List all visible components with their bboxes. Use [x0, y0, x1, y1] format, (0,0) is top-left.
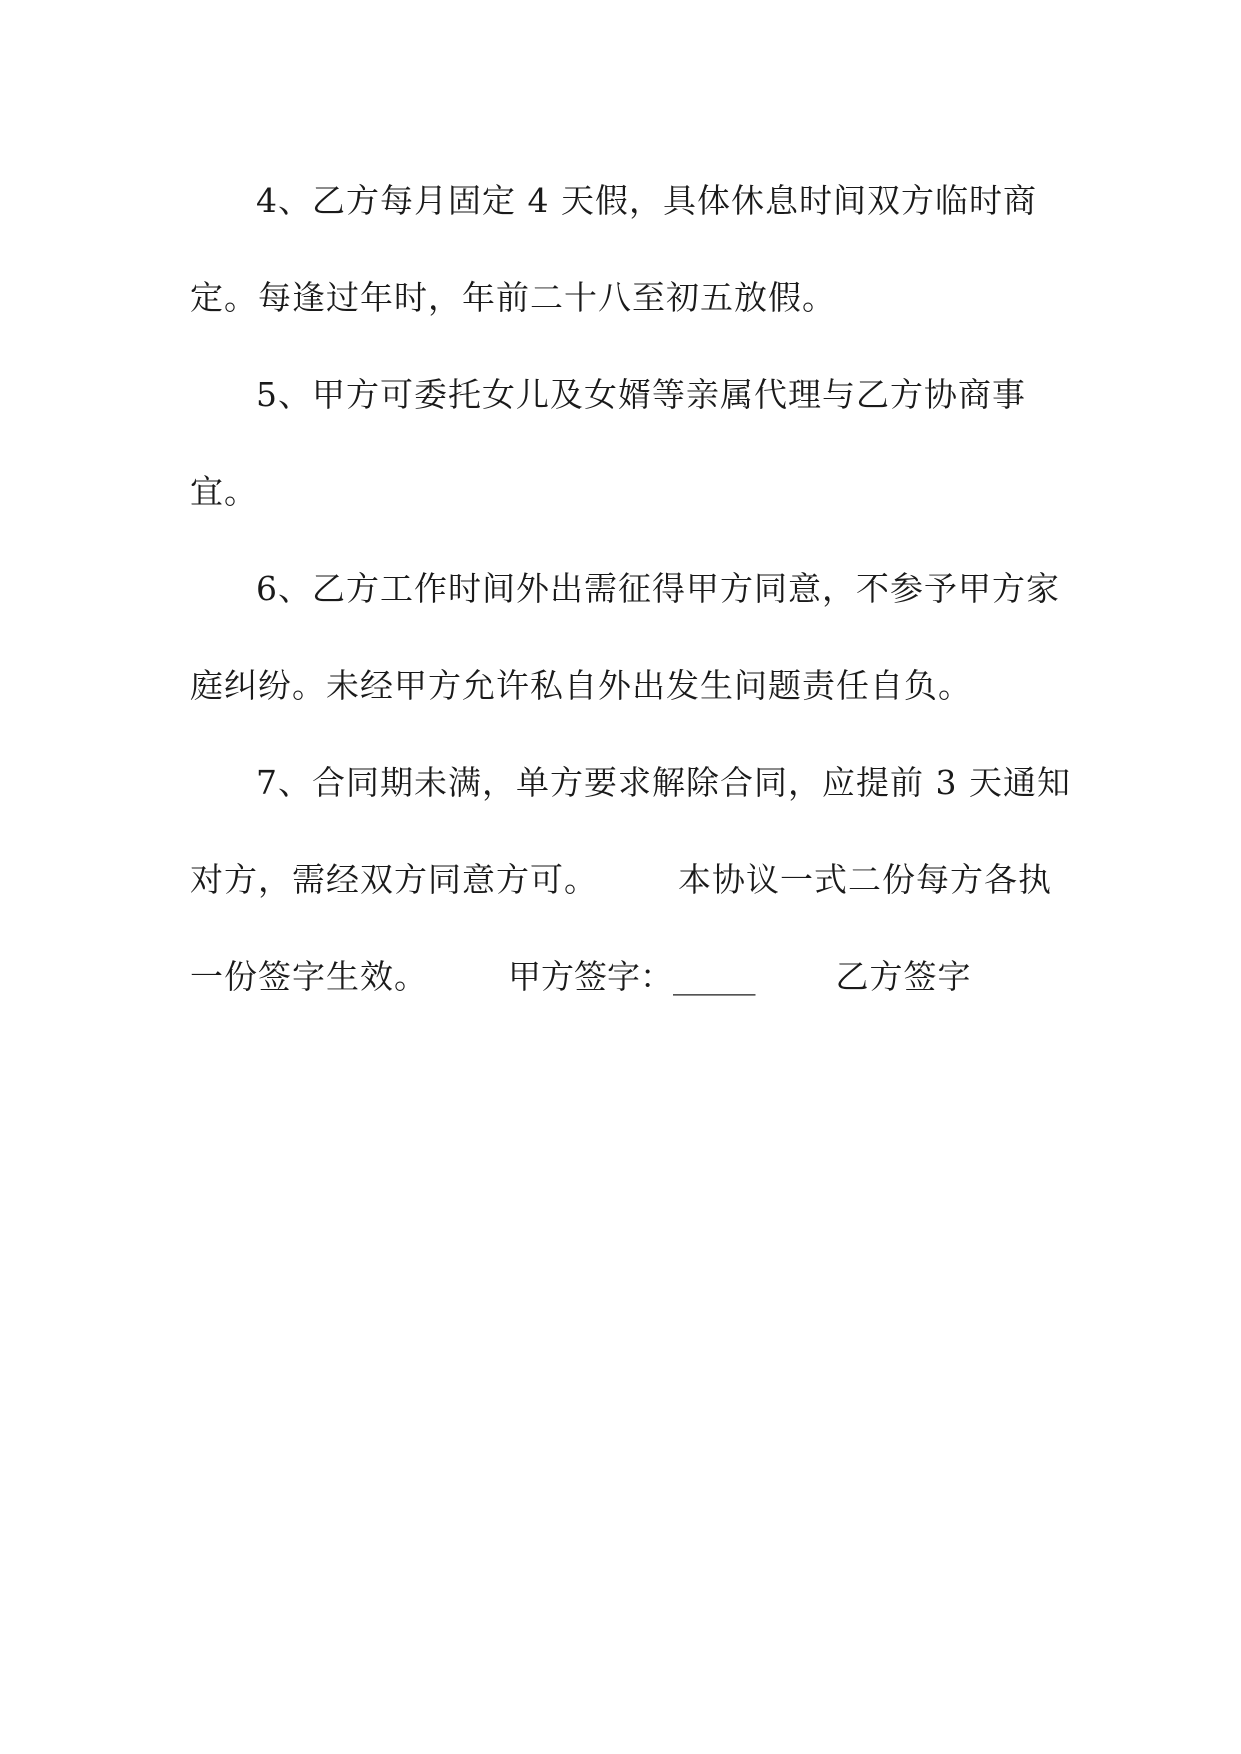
clause-4-line-1: 4、乙方每月固定 4 天假，具体休息时间双方临时商: [256, 181, 1037, 220]
clause-4-line-2: 定。每逢过年时，年前二十八至初五放假。: [190, 278, 836, 317]
party-b-signature-label: 乙方签字: [835, 957, 972, 996]
clause-5: [190, 346, 1090, 540]
agreement-copies-text: 本协议一式二份每方各执: [678, 860, 1052, 899]
clause-5-line-1: 5、甲方可委托女儿及女婿等亲属代理与乙方协商事: [256, 375, 1026, 414]
effective-text: 一份签字生效。: [190, 957, 428, 996]
clause-7-line-2: [190, 831, 1090, 928]
party-a-signature-field: 甲方签字：_____: [508, 957, 756, 996]
clause-6-line-1: 6、乙方工作时间外出需征得甲方同意，不参予甲方家: [256, 569, 1060, 608]
clause-7-line-2-part-a: 对方，需经双方同意方可。: [190, 860, 598, 899]
clause-5-line-2: 宜。: [190, 472, 258, 511]
clause-6-line-2: 庭纠纷。未经甲方允许私自外出发生问题责任自负。: [190, 666, 972, 705]
clause-7-line-3: [190, 928, 1090, 1025]
clause-6: [190, 540, 1090, 734]
clause-7-line-1: 7、合同期未满，单方要求解除合同，应提前 3 天通知: [256, 763, 1071, 802]
clause-7: [190, 734, 1090, 1025]
clause-4: [190, 152, 1090, 346]
